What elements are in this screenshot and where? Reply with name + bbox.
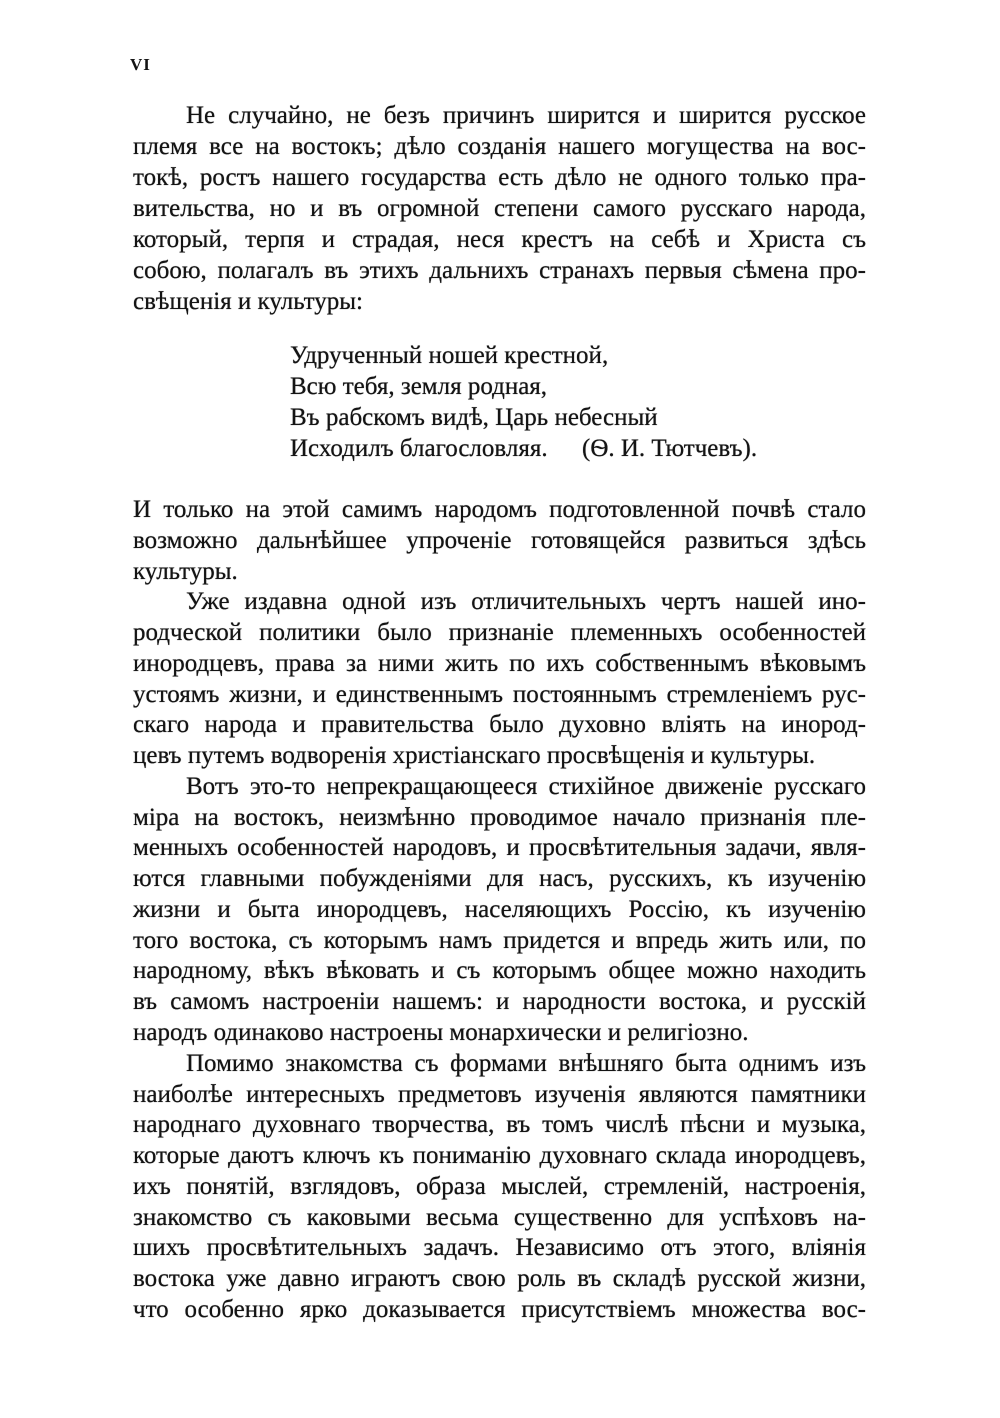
text-line: народному, вѣкъ вѣковать и съ которымъ общее можно находить [133,957,866,985]
text-line: менныхъ особенностей народовъ, и просвѣтительныя задачи, явля- [133,834,866,862]
poem-quote [290,340,850,464]
poem-line: Всю тебя, земля родная, [290,373,548,400]
text-line: цевъ путемъ водворенія христіанскаго просвѣщенія и культуры. [133,742,816,770]
text-line: вительства, но и въ огромной степени самого русскаго народа, [133,195,866,222]
text-line: народнаго духовнаго творчества, въ томъ числѣ пѣсни и музыка, [133,1111,866,1139]
poem-line: Удрученный ношей крестной, [290,342,609,369]
text-line: міра на востокъ, неизмѣнно проводимое начало признанія пле- [133,803,866,831]
text-line: Вотъ это-то непрекращающееся стихійное движеніе русскаго [186,772,866,800]
text-line: культуры. [133,557,238,585]
paragraph [133,587,866,772]
text-line: знакомство съ каковыми весьма существенно для успѣховъ на- [133,1203,866,1231]
text-line: устоямъ жизни, и единственнымъ постояннымъ стремленіемъ рус- [133,680,866,708]
text-line: родческой политики было признаніе племенныхъ особенностей [133,619,866,647]
text-line: собою, полагалъ въ этихъ дальнихъ странахъ первыя сѣмена про- [133,257,866,284]
text-line: наиболѣе интересныхъ предметовъ изученія являются памятники [133,1080,866,1108]
body-text [133,495,866,1326]
text-line: Уже издавна одной изъ отличительныхъ чертъ нашей ино- [186,588,866,616]
page-number: VI [130,55,151,74]
paragraph [133,1049,866,1326]
text-line: который, терпя и страдая, неся крестъ на себѣ и Христа съ [133,226,866,253]
text-line: свѣщенія и культуры: [133,288,363,315]
poem-line-last [290,433,850,464]
text-line: племя все на востокъ; дѣло созданія нашего могущества на вос- [133,133,866,160]
text-line: востока уже давно играютъ свою роль въ складѣ русской жизни, [133,1265,866,1293]
text-line: Помимо знакомства съ формами внѣшняго быта однимъ изъ [186,1049,866,1077]
poem-line: Исходилъ благословляя. [290,435,548,462]
text-line: жизни и быта инородцевъ, населяющихъ Россію, къ изученію [133,895,866,923]
poem-attribution: (Ѳ. И. Тютчевъ). [582,435,758,462]
text-line: народъ одинаково настроены монархически и религіозно. [133,1019,749,1047]
text-line: ихъ понятій, взглядовъ, образа мыслей, стремленій, настроенія, [133,1172,866,1200]
text-line: что особенно ярко доказывается присутствіемъ множества вос- [133,1295,866,1323]
poem-line: Въ рабскомъ видѣ, Царь небесный [290,404,658,431]
paragraph [133,495,866,587]
paragraph [133,100,866,317]
text-line: которые даютъ ключъ къ пониманію духовнаго склада инородцевъ, [133,1142,866,1170]
text-line: возможно дальнѣйшее упроченіе готовящейся развиться здѣсь [133,526,866,554]
text-line: токѣ, ростъ нашего государства есть дѣло не одного только пра- [133,164,866,191]
text-line: шихъ просвѣтительныхъ задачъ. Независимо отъ этого, вліянія [133,1234,866,1262]
text-line: скаго народа и правительства было духовно вліять на инород- [133,711,866,739]
paragraph [133,772,866,1049]
text-line: Не случайно, не безъ причинъ ширится и ширится русское [186,102,866,129]
text-line: ются главными побужденіями для насъ, русскихъ, къ изученію [133,865,866,893]
text-line: того востока, съ которымъ намъ придется и впредь жить или, по [133,926,866,954]
text-line: И только на этой самимъ народомъ подготовленной почвѣ стало [133,496,866,523]
text-line: въ самомъ настроеніи нашемъ: и народности востока, и русскій [133,988,866,1016]
text-line: инородцевъ, права за ними жить по ихъ собственнымъ вѣковымъ [133,649,866,677]
